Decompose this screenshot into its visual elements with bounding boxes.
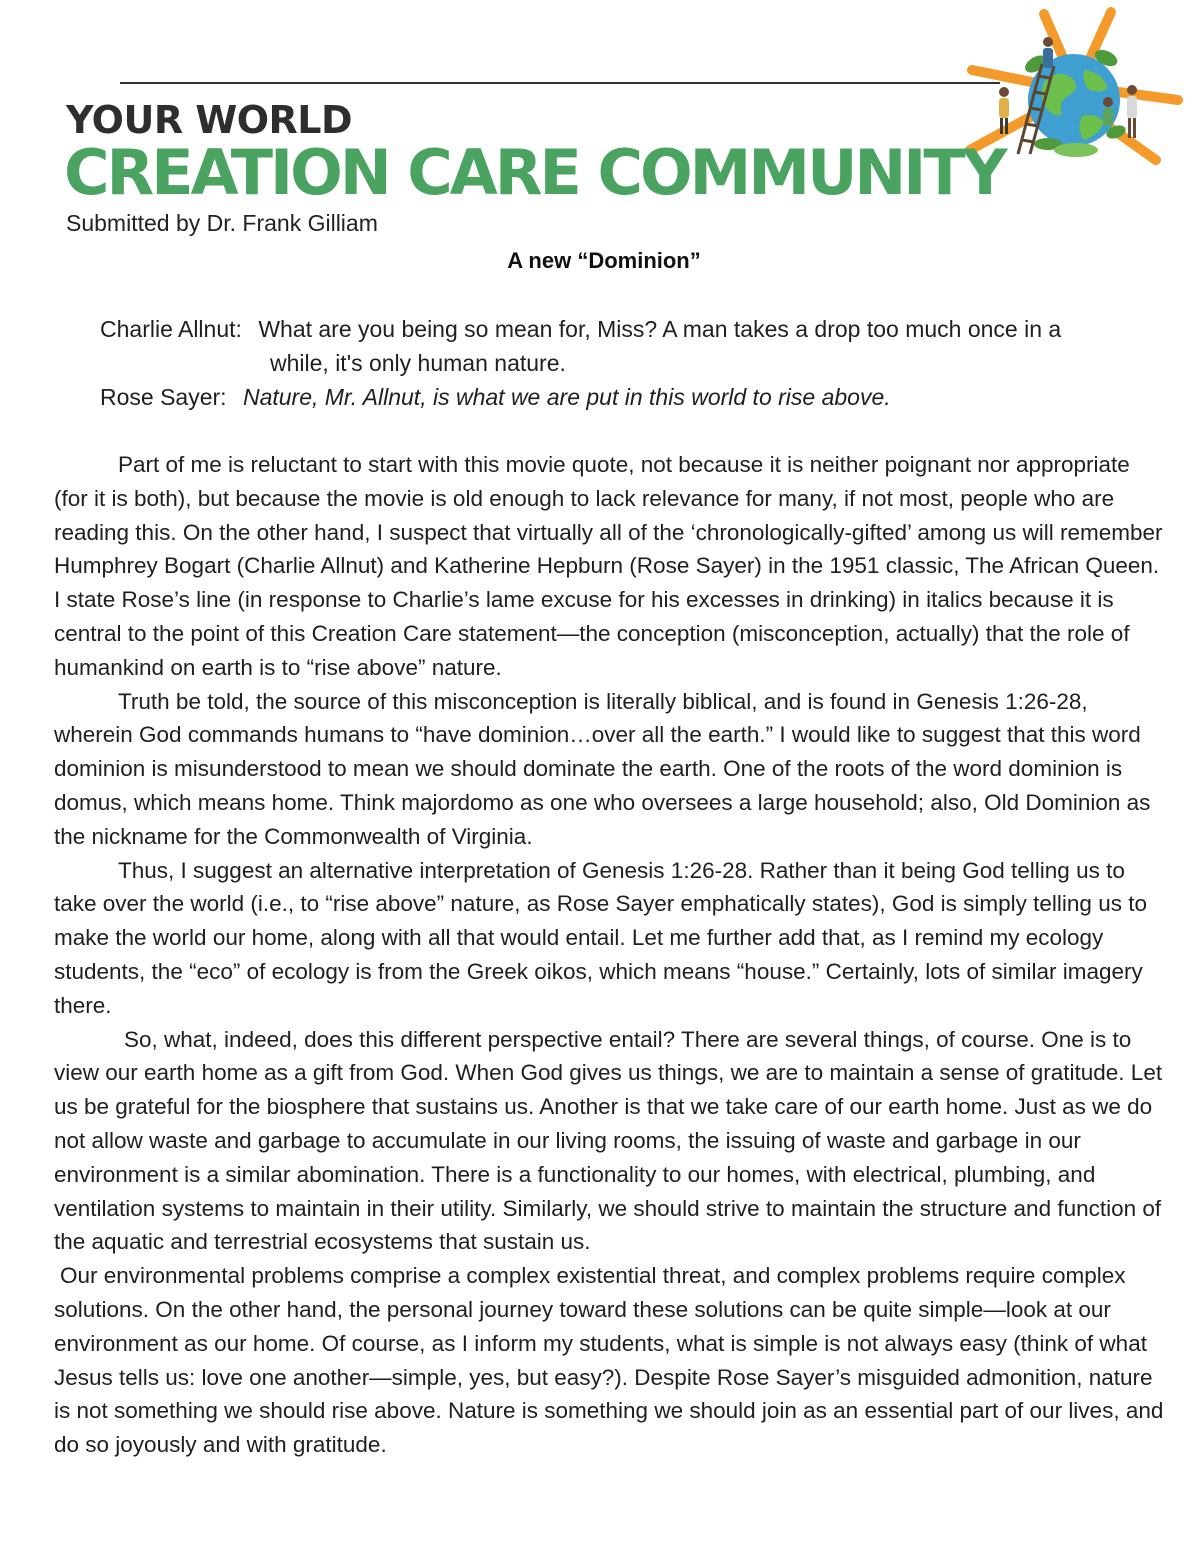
- quote-text-rose: Nature, Mr. Allnut, is what we are put in this world to rise above.: [242, 384, 891, 410]
- quote-text-charlie-continued: while, it's only human nature.: [270, 350, 566, 376]
- quote-line-rose: [100, 380, 1160, 414]
- quote-speaker-rose: Rose Sayer:: [100, 384, 227, 410]
- article-title: A new “Dominion”: [507, 248, 701, 273]
- section-kicker: YOUR WORLD: [66, 98, 353, 142]
- paragraph: So, what, indeed, does this different perspective entail? There are several things, of course. One is to view our earth home as a gift from God. When God gives us things, we are to maintain a sense of gratitude. Let us be grateful for the biosphere that sustains us. Another is that we take care of our earth home. Just as we do not allow waste and garbage to accumulate in our living rooms, the issuing of waste and garbage in our environment is a similar abomination. There is a functionality to our homes, with electrical, plumbing, and ventilation systems to maintain in their utility. Similarly, we should strive to maintain the structure and function of the aquatic and terrestrial ecosystems that sustain us.: [54, 1026, 1163, 1255]
- movie-quote: [100, 312, 1160, 414]
- byline: Submitted by Dr. Frank Gilliam: [66, 210, 378, 236]
- paragraph: Part of me is reluctant to start with this movie quote, not because it is neither poignant nor appropriate (for it is both), but because the movie is old enough to lack relevance for many, if not most, people who are reading this. On the other hand, I suspect that virtually all of the ‘chronologically-gifted’ among us will remember Humphrey Bogart (Charlie Allnut) and Katherine Hepburn (Rose Sayer) in the 1951 classic, The African Queen. I state Rose’s line (in response to Charlie’s lame excuse for his excesses in drinking) in italics because it is central to the point of this Creation Care statement—the conception (misconception, actually) that the role of humankind on earth is to “rise above” nature.: [54, 452, 1163, 680]
- paragraph: Our environmental problems comprise a complex existential threat, and complex problems require complex solutions. On the other hand, the personal journey toward these solutions can be quite simple—look at our environment as our home. Of course, as I inform my students, what is simple is not always easy (think of what Jesus tells us: love one another—simple, yes, but easy?). Despite Rose Sayer’s misguided admonition, nature is not something we should rise above. Nature is something we should join as an essential part of our lives, and do so joyously and with gratitude.: [54, 1263, 1164, 1458]
- article-body: [54, 448, 1164, 1462]
- paragraph: Truth be told, the source of this misconception is literally biblical, and is found in Genesis 1:26-28, wherein God commands humans to “have dominion…over all the earth.” I would like to suggest that this word dominion is misunderstood to mean we should dominate the earth. One of the roots of the word dominion is domus, which means home. Think majordomo as one who oversees a large household; also, Old Dominion as the nickname for the Commonwealth of Virginia.: [54, 688, 1151, 849]
- quote-speaker-charlie: Charlie Allnut:: [100, 316, 242, 342]
- page-title: CREATION CARE COMMUNITY: [64, 136, 1005, 209]
- paragraph: Thus, I suggest an alternative interpretation of Genesis 1:26-28. Rather than it being God telling us to take over the world (i.e., to “rise above” nature, as Rose Sayer emphatically states), God is simply telling us to make the world our home, along with all that would entail. Let me further add that, as I remind my ecology students, the “eco” of ecology is from the Greek oikos, which means “house.” Certainly, lots of similar imagery there.: [54, 857, 1147, 1018]
- header-rule: [120, 82, 1000, 84]
- quote-text-charlie: What are you being so mean for, Miss? A man takes a drop too much once in a: [258, 316, 1062, 342]
- quote-line-charlie: [100, 312, 1160, 346]
